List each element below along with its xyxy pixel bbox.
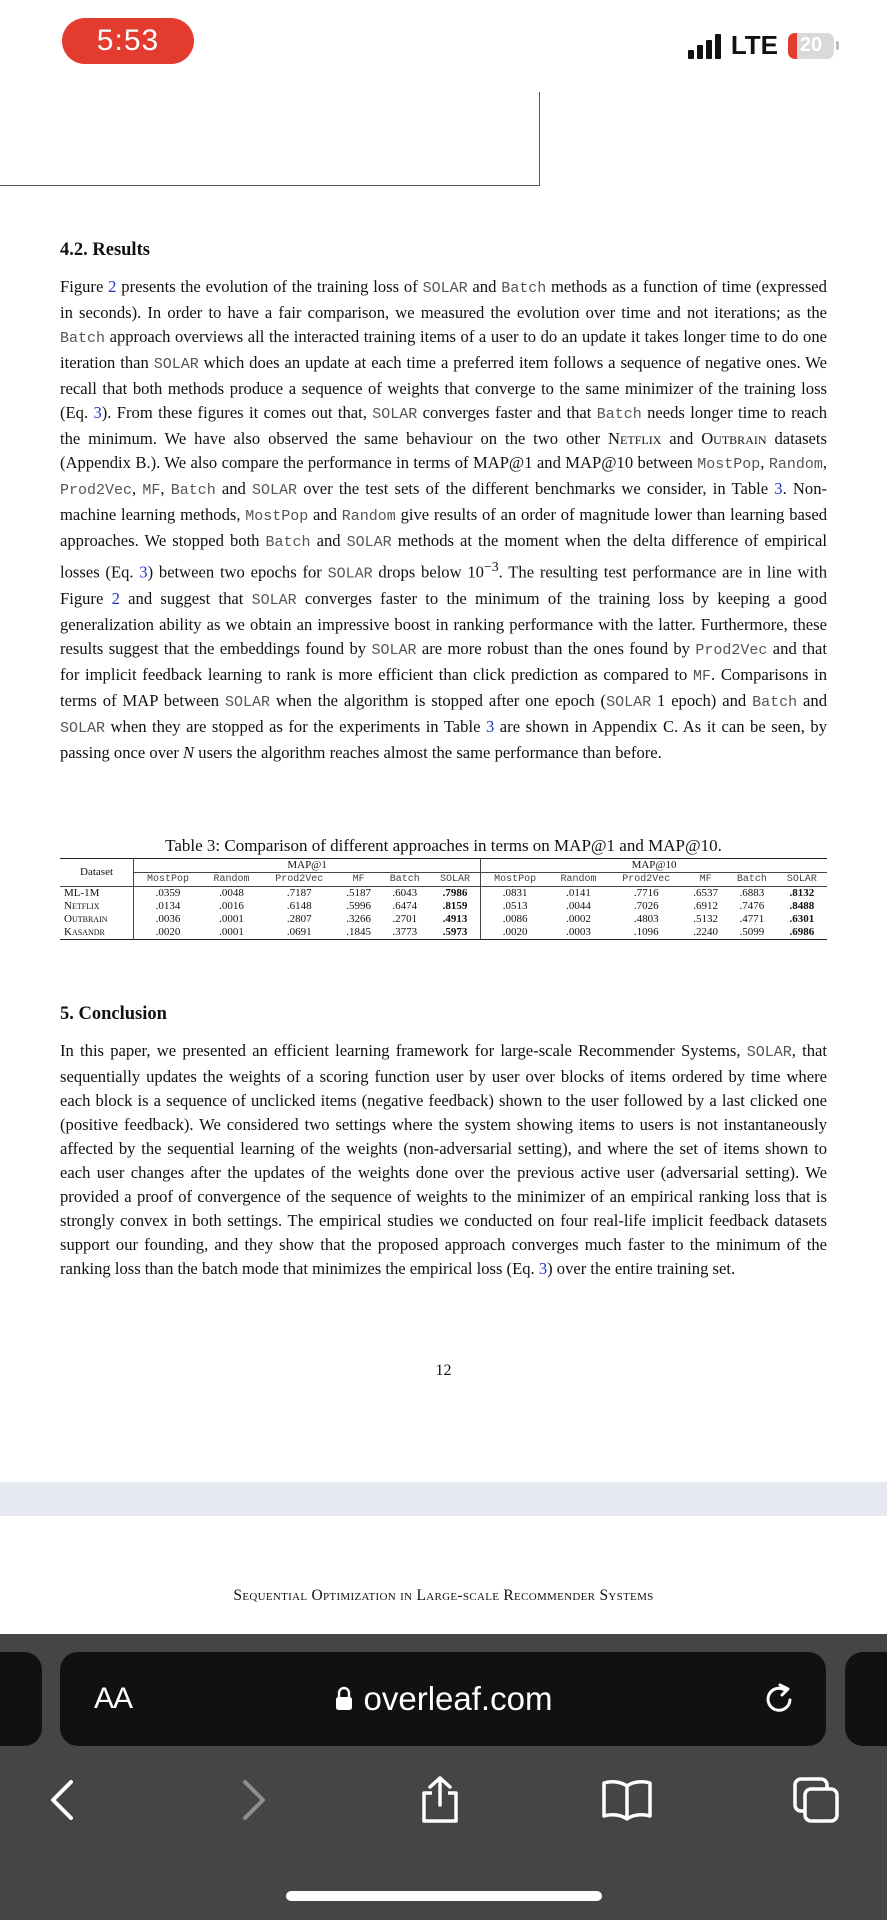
inline-mono: Batch <box>170 482 216 499</box>
results-table <box>60 858 827 940</box>
table-cell: .0141 <box>566 887 591 899</box>
paragraph-text: , <box>160 479 171 498</box>
paragraph-text: presents the evolution of the training loss of <box>116 277 423 296</box>
results-section <box>60 240 827 765</box>
chevron-right-icon <box>239 1778 269 1822</box>
inline-mono: Batch <box>752 693 798 711</box>
table-cell: .1096 <box>633 926 659 938</box>
table-cell: .0001 <box>219 926 244 938</box>
table-cell: .5187 <box>346 887 371 899</box>
inline-mono: MostPop <box>697 456 761 473</box>
table-column-header: MF <box>699 874 712 885</box>
table-cell: .6043 <box>392 887 418 899</box>
table-cell: .2807 <box>286 913 312 925</box>
table-column-header: Batch <box>389 874 420 885</box>
paragraph-text: , <box>822 453 827 472</box>
table-cell: .8159 <box>430 900 481 913</box>
table-cell: .6883 <box>739 887 765 899</box>
inline-mono: SOLAR <box>60 719 106 737</box>
table-cell: .0134 <box>155 900 181 912</box>
table-cell: .6912 <box>693 900 719 912</box>
table-cell: .0016 <box>219 900 244 912</box>
paragraph-text: and <box>797 690 827 710</box>
inline-mono: SOLAR <box>251 591 297 609</box>
table-cell: .0001 <box>219 913 244 925</box>
table-cell: .6986 <box>789 926 815 938</box>
paragraph-text: and <box>310 531 347 550</box>
paragraph-text: , <box>132 479 143 498</box>
paragraph-text: and suggest that <box>119 588 252 608</box>
table-cell: .5973 <box>430 926 481 940</box>
table-cell: .7026 <box>633 900 659 912</box>
table-cell: .3773 <box>392 926 418 938</box>
inline-mono: SOLAR <box>252 482 298 499</box>
table-column-header: Prod2Vec <box>275 874 324 885</box>
table-cell: .1845 <box>346 926 371 938</box>
table-dataset-cell: ML-1M <box>60 887 134 901</box>
tabs-button[interactable] <box>786 1768 846 1832</box>
inline-mono: MF <box>693 667 712 685</box>
inline-mono: SOLAR <box>371 641 417 659</box>
inline-mono: Random <box>768 456 823 473</box>
network-type: LTE <box>730 30 778 60</box>
next-tab-preview[interactable] <box>845 1652 887 1746</box>
tabs-icon <box>791 1775 841 1825</box>
bookmarks-button[interactable] <box>597 1768 657 1832</box>
conclusion-section <box>60 1004 827 1281</box>
paragraph-text: Figure <box>60 277 109 296</box>
table-cell: .0831 <box>502 887 528 899</box>
table-cell: .4913 <box>430 913 481 926</box>
url-display[interactable] <box>60 1680 826 1718</box>
paragraph-text: In this paper, we presented an efficient learning framework for large-scale Recommender Systems, <box>60 1041 747 1060</box>
paragraph-text: converges faster and that <box>417 403 597 422</box>
reference-link[interactable]: 3 <box>139 562 148 582</box>
table-cell: .7476 <box>739 900 765 912</box>
reference-link[interactable]: 2 <box>111 588 120 608</box>
paragraph-text: and <box>308 505 342 524</box>
table-cell: .6537 <box>693 887 719 899</box>
table-cell: .2701 <box>392 913 418 925</box>
table-column-header: SOLAR <box>430 873 481 887</box>
table-row <box>60 900 827 913</box>
paragraph-text: approach overviews all the interacted training items of a user to do an update it takes longer time to do one iteration than <box>60 327 827 372</box>
conclusion-paragraph <box>60 1039 827 1281</box>
table-column-header: Random <box>213 874 250 885</box>
table-cell: .7986 <box>430 887 481 901</box>
running-head: Sequential Optimization in Large-scale Recommender Systems <box>233 1587 654 1604</box>
inline-mono: Random <box>341 508 396 525</box>
paragraph-text: which does an update at each time a preferred item follows a sequence of negative ones. We recall that both methods produce a sequence of weights that converge to the same minimizer of the training loss (Eq. <box>60 353 827 422</box>
paragraph-text: methods at the moment when the delta difference of empirical losses (Eq. <box>60 531 827 582</box>
paragraph-text: and <box>215 479 253 498</box>
figure-frame-remnant <box>0 92 540 186</box>
home-indicator[interactable] <box>286 1891 602 1901</box>
paragraph-text: are more robust than the ones found by <box>416 638 696 658</box>
table-cell: .0691 <box>286 926 312 938</box>
reference-link[interactable]: 3 <box>485 716 495 736</box>
paragraph-text: give results of an order of magnitude lower than learning based approaches. We stopped both <box>60 505 827 550</box>
table-cell: .6474 <box>392 900 418 912</box>
table-cell: .0513 <box>502 900 528 912</box>
table-cell: .8488 <box>789 900 815 912</box>
share-icon <box>418 1775 462 1825</box>
table-cell: .0048 <box>219 887 244 899</box>
table-group-header-map10: MAP@10 <box>481 859 827 873</box>
paragraph-text: drops below 10 <box>372 562 484 582</box>
inline-mono: MostPop <box>245 508 309 525</box>
status-indicators <box>688 30 839 61</box>
table-column-header: Random <box>560 874 597 885</box>
table-cell: .7716 <box>633 887 659 899</box>
paragraph-text: and <box>467 277 502 296</box>
signal-icon <box>688 33 721 59</box>
paragraph-text: . The resulting test performance are in line with Figure <box>60 562 827 608</box>
inline-mono: Batch <box>265 534 311 551</box>
share-button[interactable] <box>410 1768 470 1832</box>
paragraph-text: and that for implicit feedback learning to rank is more efficient than click prediction as compared to <box>60 638 828 684</box>
table-cell: .8132 <box>789 887 815 899</box>
inline-sup: −3 <box>483 559 499 574</box>
table-cell: .0044 <box>566 900 591 912</box>
table-column-header: Batch <box>736 874 767 885</box>
browser-toolbar <box>0 1768 887 1832</box>
table-cell: .5099 <box>739 926 765 938</box>
text-size-button[interactable]: AA <box>94 1682 133 1715</box>
inline-mono: MF <box>142 482 161 499</box>
inline-mono: SOLAR <box>372 406 418 423</box>
book-icon <box>600 1778 654 1822</box>
paragraph-text: . Comparisons in terms of MAP between <box>60 664 827 710</box>
status-time: 5:53 <box>62 18 194 64</box>
reference-link[interactable]: 2 <box>108 277 117 296</box>
paragraph-text: ) over the entire training set. <box>547 1259 736 1278</box>
section-title-results: 4.2. Results <box>60 240 150 260</box>
inline-ital: N <box>183 742 195 762</box>
table-cell: .2240 <box>693 926 719 938</box>
page-number: 12 <box>435 1362 452 1379</box>
table-dataset-cell: Netflix <box>60 900 134 913</box>
table-cell: .0086 <box>502 913 528 925</box>
lock-icon <box>334 1686 354 1712</box>
battery-icon <box>788 33 839 59</box>
paragraph-text: datasets (Appendix B.). We also compare the performance in terms of MAP@1 and MAP@10 between <box>60 429 827 472</box>
table-cell: .3266 <box>346 913 371 925</box>
forward-button[interactable] <box>224 1768 284 1832</box>
inline-mono: Batch <box>60 330 106 347</box>
table-column-header: MostPop <box>147 874 190 885</box>
paragraph-text: when they are stopped as for the experiments in Table <box>105 716 486 736</box>
inline-mono: Prod2Vec <box>695 641 768 659</box>
table-cell: .6148 <box>286 900 312 912</box>
page-separator <box>0 1482 887 1516</box>
paragraph-text: over the test sets of the different benchmarks we consider, in Table <box>297 479 775 498</box>
inline-mono: Prod2Vec <box>60 482 133 499</box>
table-cell: .0020 <box>155 926 181 938</box>
inline-mono: SOLAR <box>422 280 468 297</box>
inline-mono: Batch <box>501 280 547 297</box>
url-text[interactable]: overleaf.com <box>363 1680 553 1717</box>
paragraph-text: . Non-machine learning methods, <box>60 479 828 524</box>
paragraph-text: and <box>661 429 702 448</box>
table-cell: .0003 <box>566 926 591 938</box>
paragraph-text: , <box>760 453 769 472</box>
table-cell: .7187 <box>286 887 312 899</box>
paragraph-text: are shown in Appendix C. As it can be seen, by passing once over <box>60 716 827 762</box>
reference-link[interactable]: 3 <box>538 1259 548 1278</box>
paragraph-text: users the algorithm reaches almost the same performance than before. <box>194 742 662 762</box>
inline-sc: Netflix <box>608 429 662 448</box>
table-row <box>60 926 827 940</box>
inline-sc: Outbrain <box>701 429 767 448</box>
paragraph-text: converges faster to the minimum of the training loss by keeping a good generalization ability as we obtain an impressive boost in ranking performance with the latter. Furthermore, these results suggest that the embeddings found by <box>60 588 827 658</box>
paragraph-text: 1 epoch) and <box>651 690 753 710</box>
reload-icon[interactable] <box>760 1680 798 1718</box>
table-dataset-cell: Outbrain <box>60 913 134 926</box>
paragraph-text: ) between two epochs for <box>147 562 328 582</box>
table-cell: .5996 <box>346 900 371 912</box>
table-group-header-map1: MAP@1 <box>134 859 481 873</box>
table-dataset-cell: Kasandr <box>60 926 134 940</box>
results-paragraph <box>60 275 827 765</box>
inline-mono: SOLAR <box>224 693 270 711</box>
paragraph-text: when the algorithm is stopped after one epoch ( <box>269 690 607 710</box>
inline-mono: SOLAR <box>346 534 392 551</box>
table-cell: .6301 <box>789 913 815 925</box>
table-cell: .4803 <box>633 913 659 925</box>
reference-link[interactable]: 3 <box>93 403 102 422</box>
table-cell: .0359 <box>155 887 181 899</box>
table-column-header: MF <box>352 874 365 885</box>
results-table-block <box>60 836 827 940</box>
table-cell: .5132 <box>693 913 719 925</box>
paragraph-text: ). From these figures it comes out that, <box>101 403 373 422</box>
reference-link[interactable]: 3 <box>774 479 783 498</box>
address-bar[interactable] <box>60 1652 826 1746</box>
table-cell: .4771 <box>739 913 765 925</box>
back-button[interactable] <box>32 1768 92 1832</box>
table-cell: .0036 <box>155 913 181 925</box>
section-title-conclusion: 5. Conclusion <box>60 1004 167 1024</box>
chevron-left-icon <box>47 1778 77 1822</box>
inline-mono: SOLAR <box>327 565 373 583</box>
inline-mono: Batch <box>596 406 642 423</box>
inline-mono: SOLAR <box>606 693 652 711</box>
table-column-header: MostPop <box>494 874 537 885</box>
paragraph-text: , that sequentially updates the weights of a scoring function user by user over blocks of items ordered by time where each block is a sequence of unclicked items (negative feedback) shown to the user followed by a last clicked one (positive feedback). We considered two settings where the system showing items to users is not instantaneously affected by the sequential learning of the weights (non-adversarial setting), and where the set of items shown to each user changes after the updates of the weights done over the previous active user (adversarial setting). We provided a proof of convergence of the sequence of weights to the minimizer of an empirical ranking loss that is strongly convex in both settings. The empirical studies we conducted on four real-life implicit feedback datasets support our founding, and they show that the proposed approach converges much faster to the minimum of the ranking loss than the batch mode that minimizes the empirical loss (Eq. <box>60 1041 827 1278</box>
inline-mono: SOLAR <box>153 356 199 373</box>
table-cell: .0002 <box>566 913 591 925</box>
table-column-header: Prod2Vec <box>622 874 671 885</box>
battery-percent: 20 <box>799 34 823 56</box>
table-dataset-header: Dataset <box>60 859 134 887</box>
table-caption: Table 3: Comparison of different approaches in terms on MAP@1 and MAP@10. <box>165 836 722 855</box>
table-cell: .0020 <box>502 926 528 938</box>
table-column-header: SOLAR <box>786 874 817 885</box>
paragraph-text: methods as a function of time (expressed in seconds). In order to have a fair comparison, we measured the evolution over time and not iterations; as the <box>60 277 827 322</box>
inline-mono: SOLAR <box>746 1044 792 1061</box>
previous-tab-preview[interactable] <box>0 1652 42 1746</box>
table-row <box>60 887 827 901</box>
paragraph-text: needs longer time to reach the minimum. We have also observed the same behaviour on the two other <box>60 403 828 448</box>
table-row <box>60 913 827 926</box>
